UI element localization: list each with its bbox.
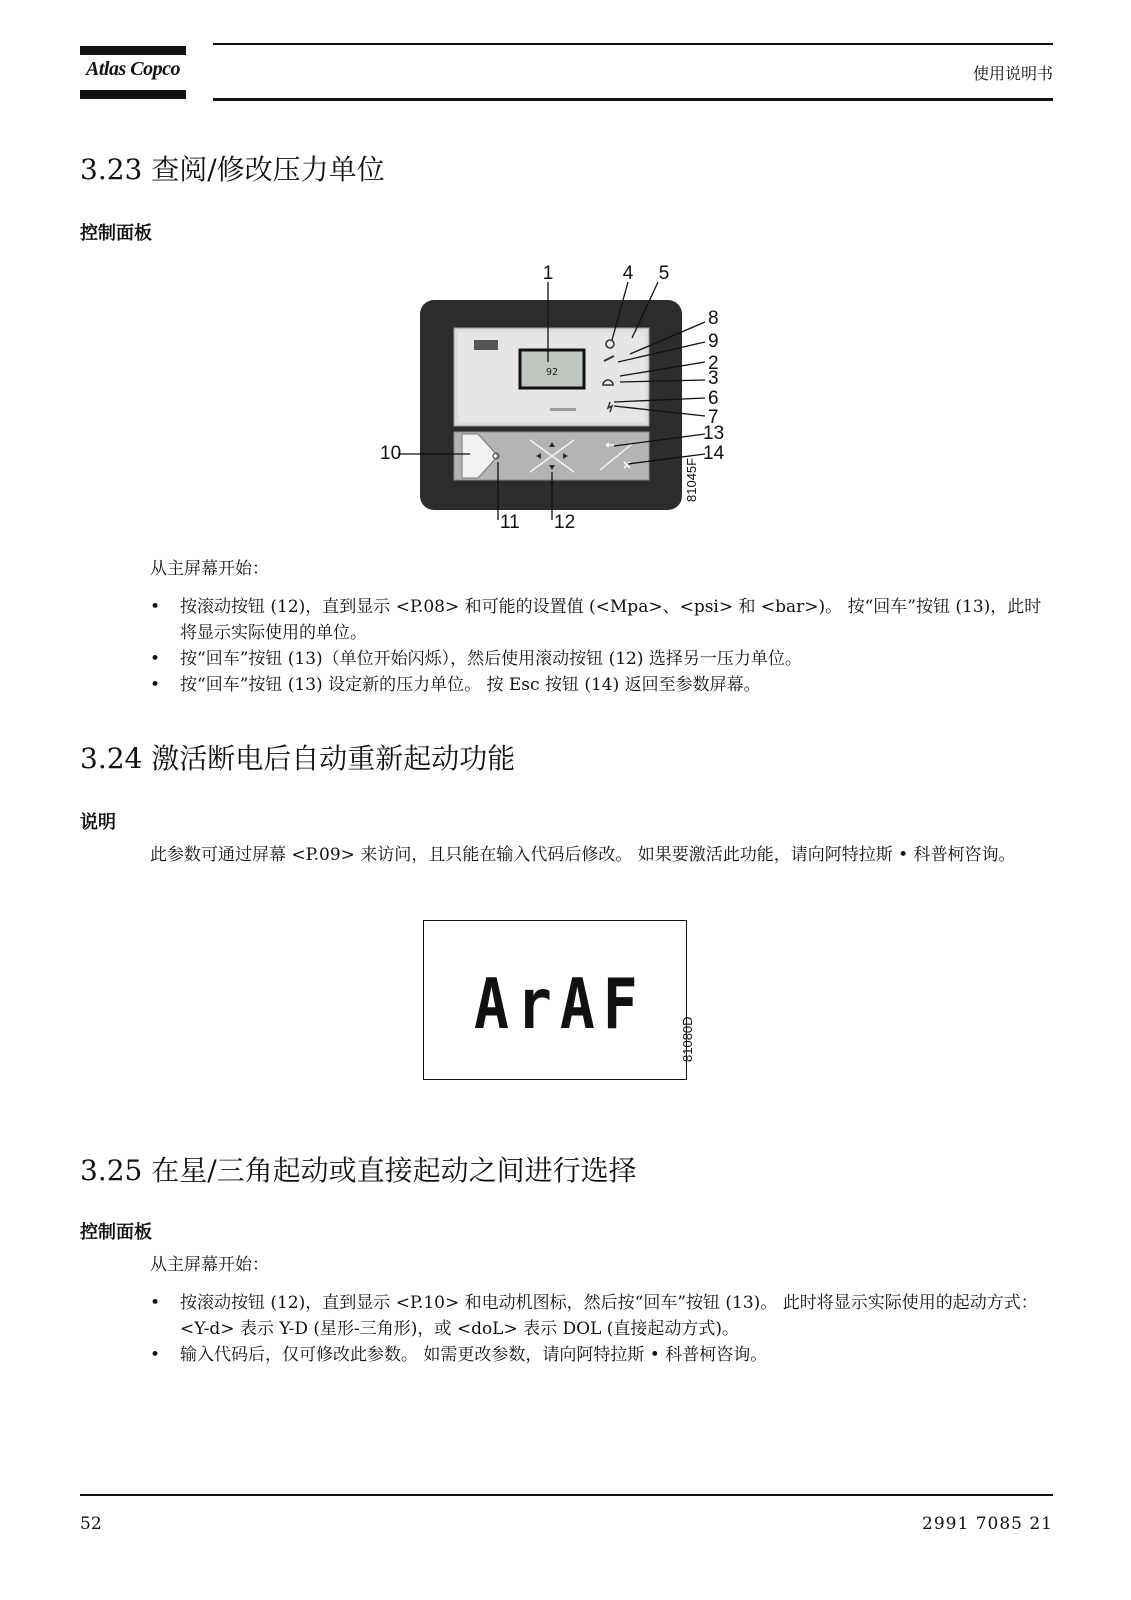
- subheading-control-panel: 控制面板: [80, 223, 152, 244]
- paragraph-3-24: 此参数可通过屏幕 <P.09> 来访问，且只能在输入代码后修改。 如果要激活此功能，请向阿特拉斯 • 科普柯咨询。: [150, 845, 1016, 865]
- section-title-3-23: 3.23 查阅/修改压力单位: [80, 153, 385, 186]
- subheading-control-panel-2: 控制面板: [80, 1222, 152, 1243]
- header-rule-top: [213, 43, 1053, 45]
- document-number: 2991 7085 21: [922, 1514, 1053, 1534]
- list-item: • 按滚动按钮 (12)，直到显示 <P.08> 和可能的设置值 (<Mpa>、<psi> 和 <bar>)。 按“回车”按钮 (13)，此时将显示实际使用的单位。: [150, 594, 1055, 646]
- callout-8: 8: [708, 308, 719, 329]
- callout-9: 9: [708, 331, 719, 352]
- callout-10: 10: [380, 443, 402, 464]
- figure-code-81045F: 81045F: [684, 457, 699, 502]
- callout-6: 6: [708, 388, 719, 409]
- document-type: 使用说明书: [972, 64, 1053, 83]
- figure-code-81080D: 81080D: [680, 1016, 695, 1062]
- steps-3-23: [150, 594, 1055, 698]
- logo-wordmark: Atlas Copco: [86, 58, 180, 80]
- callout-14: 14: [703, 443, 725, 464]
- footer-rule: [80, 1494, 1053, 1496]
- callout-12: 12: [554, 512, 576, 533]
- steps-3-25: [150, 1290, 1055, 1368]
- callout-5: 5: [658, 263, 670, 284]
- atlas-copco-logo: [80, 46, 186, 99]
- section-title-3-25: 3.25 在星/三角起动或直接起动之间进行选择: [80, 1154, 637, 1187]
- callout-3: 3: [708, 368, 719, 389]
- header-rule-bottom: [213, 98, 1053, 101]
- page-number: 52: [80, 1514, 102, 1534]
- display-text: ArAF: [474, 963, 646, 1045]
- list-item: • 输入代码后，仅可修改此参数。 如需更改参数，请向阿特拉斯 • 科普柯咨询。: [150, 1342, 1055, 1368]
- callout-1: 1: [542, 263, 554, 284]
- callout-11: 11: [500, 512, 520, 533]
- display-figure: [423, 920, 687, 1080]
- intro-3-25: 从主屏幕开始：: [150, 1255, 269, 1275]
- callout-7: 7: [708, 407, 719, 428]
- list-item: • 按“回车”按钮 (13) 设定新的压力单位。 按 Esc 按钮 (14) 返回至参数屏幕。: [150, 672, 1055, 698]
- list-item: • 按滚动按钮 (12)，直到显示 <P.10> 和电动机图标，然后按“回车”按钮 (13)。 此时将显示实际使用的起动方式：<Y-d> 表示 Y-D (星形-三角形)，或 <doL> 表示 DOL (直接起动方式)。: [150, 1290, 1055, 1342]
- list-item: • 按“回车”按钮 (13)（单位开始闪烁），然后使用滚动按钮 (12) 选择另一压力单位。: [150, 646, 1055, 672]
- subheading-description: 说明: [80, 812, 116, 833]
- callout-4: 4: [622, 263, 634, 284]
- intro-3-23: 从主屏幕开始：: [150, 559, 269, 579]
- section-title-3-24: 3.24 激活断电后自动重新起动功能: [80, 742, 516, 775]
- callout-2: 2: [708, 353, 719, 374]
- panel-lcd-value: 92: [545, 367, 559, 378]
- control-panel-figure: [370, 258, 750, 538]
- callout-13: 13: [703, 423, 725, 444]
